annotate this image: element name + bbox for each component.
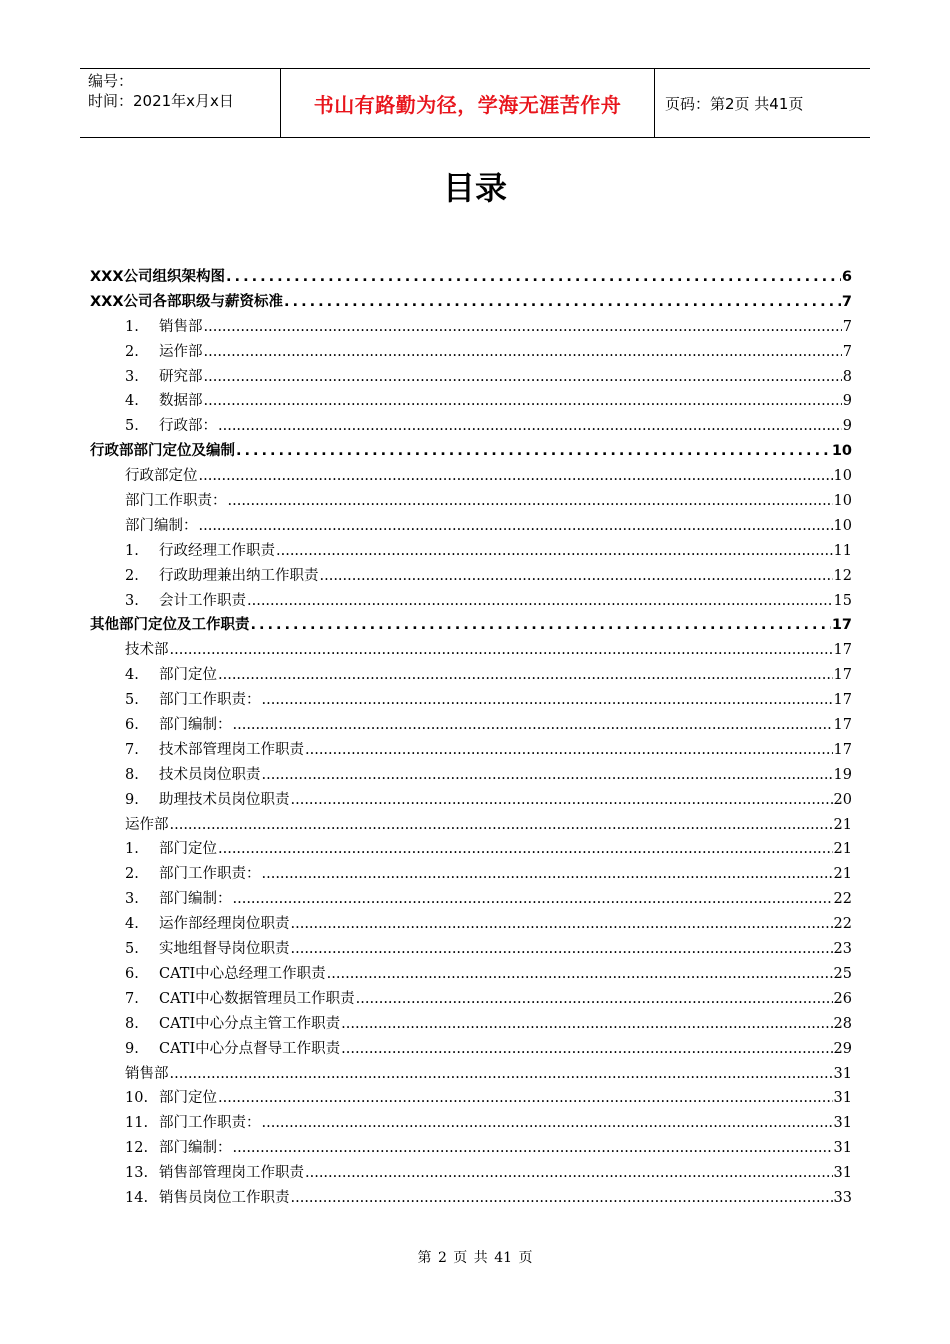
toc-entry-label: 技术员岗位职责 [159, 766, 261, 783]
toc-entry[interactable] [90, 962, 852, 987]
toc-entry[interactable] [90, 1111, 852, 1136]
toc-entry[interactable] [90, 663, 852, 688]
motto-text: 书山有路勤为径，学海无涯苦作舟 [313, 92, 622, 117]
toc-dot-leader [170, 642, 833, 658]
toc-entry-label: CATI中心总经理工作职责 [159, 965, 326, 982]
toc-dot-leader [233, 891, 833, 907]
toc-entry-number: 6. [125, 717, 139, 734]
header-motto-cell [281, 69, 655, 137]
toc-entry-page: 28 [833, 1015, 852, 1032]
toc-entry-number: 3. [125, 368, 139, 385]
toc-entry[interactable] [90, 514, 852, 539]
toc-dot-leader [204, 369, 842, 385]
toc-dot-leader [218, 841, 833, 857]
toc-dot-leader [233, 717, 833, 733]
toc-entry-page: 22 [833, 916, 852, 933]
toc-entry-page: 17 [833, 692, 852, 709]
toc-entry-page: 10 [831, 443, 852, 460]
toc-entry-number: 9. [125, 1040, 139, 1057]
toc-entry-page: 17 [833, 642, 852, 659]
toc-entry-label: 销售部管理岗工作职责 [159, 1165, 304, 1182]
toc-dot-leader [262, 866, 833, 882]
toc-dot-leader [291, 941, 833, 957]
toc-dot-leader [320, 568, 833, 584]
toc-entry-label: 数据部 [159, 393, 203, 410]
toc-entry-page: 7 [842, 343, 852, 360]
toc-entry-page: 19 [833, 766, 852, 783]
toc-entry-page: 23 [833, 941, 852, 958]
toc-entry-page: 10 [833, 493, 852, 510]
toc-entry[interactable] [90, 987, 852, 1012]
toc-dot-leader [233, 1140, 833, 1156]
toc-entry[interactable] [90, 564, 852, 589]
toc-entry[interactable] [90, 837, 852, 862]
toc-entry-label: 行政助理兼出纳工作职责 [159, 567, 319, 584]
toc-entry-page: 31 [833, 1140, 852, 1157]
toc-entry-page: 15 [833, 592, 852, 609]
toc-entry-number: 7. [125, 990, 139, 1007]
toc-entry-number: 7. [125, 741, 139, 758]
toc-entry-label: XXX公司组织架构图 [90, 269, 226, 285]
toc-dot-leader [305, 742, 833, 758]
toc-entry-label: 销售员岗位工作职责 [159, 1189, 290, 1206]
toc-entry-page: 26 [833, 990, 852, 1007]
toc-entry-number: 14. [125, 1189, 149, 1206]
toc-dot-leader [226, 269, 841, 285]
toc-dot-leader [218, 1090, 833, 1106]
toc-entry[interactable] [90, 1012, 852, 1037]
toc-entry[interactable] [90, 1037, 852, 1062]
toc-entry[interactable] [90, 1136, 852, 1161]
toc-entry[interactable] [90, 439, 852, 464]
toc-entry-page: 9 [842, 418, 852, 435]
toc-dot-leader [276, 543, 833, 559]
toc-entry-label: 部门工作职责： [159, 866, 261, 883]
toc-entry-number: 10. [125, 1090, 149, 1107]
toc-entry-number: 5. [125, 941, 139, 958]
toc-entry-page: 12 [833, 567, 852, 584]
toc-entry-page: 21 [833, 816, 852, 833]
toc-entry-label: 运作部 [125, 816, 169, 833]
toc-entry[interactable] [90, 887, 852, 912]
toc-dot-leader [204, 319, 842, 335]
page-header [80, 68, 870, 138]
toc-entry[interactable] [90, 937, 852, 962]
toc-entry-page: 10 [833, 517, 852, 534]
toc-entry-number: 2. [125, 343, 139, 360]
toc-entry-label: 销售部 [125, 1065, 169, 1082]
toc-entry-page: 6 [841, 269, 852, 285]
toc-dot-leader [262, 692, 833, 708]
toc-entry-number: 1. [125, 542, 139, 559]
toc-entry-page: 20 [833, 791, 852, 808]
toc-entry-page: 17 [833, 741, 852, 758]
toc-entry-page: 22 [833, 891, 852, 908]
toc-dot-leader [284, 294, 841, 310]
toc-entry-number: 2. [125, 866, 139, 883]
toc-dot-leader [204, 393, 842, 409]
toc-entry-page: 33 [833, 1189, 852, 1206]
toc-entry-label: 部门定位 [159, 667, 217, 684]
toc-dot-leader [291, 916, 833, 932]
toc-entry-label: 实地组督导岗位职责 [159, 941, 290, 958]
toc-entry-label: 研究部 [159, 368, 203, 385]
toc-entry-label: 运作部经理岗位职责 [159, 916, 290, 933]
toc-dot-leader [251, 617, 831, 633]
toc-entry-number: 8. [125, 1015, 139, 1032]
toc-entry-label: 会计工作职责 [159, 592, 246, 609]
toc-entry[interactable] [90, 613, 852, 638]
toc-dot-leader [218, 418, 842, 434]
toc-entry-label: 技术部 [125, 642, 169, 659]
toc-entry[interactable] [90, 1186, 852, 1211]
toc-entry[interactable] [90, 290, 852, 315]
toc-entry[interactable] [90, 389, 852, 414]
toc-entry-number: 9. [125, 791, 139, 808]
toc-entry[interactable] [90, 414, 852, 439]
toc-entry-page: 17 [831, 617, 852, 634]
table-of-contents [90, 265, 852, 1211]
toc-entry-label: 行政部定位 [125, 468, 198, 485]
toc-entry-page: 9 [842, 393, 852, 410]
toc-entry-label: CATI中心分点主管工作职责 [159, 1015, 341, 1032]
toc-dot-leader [170, 1066, 833, 1082]
toc-entry-number: 3. [125, 592, 139, 609]
toc-entry-number: 5. [125, 418, 139, 435]
toc-entry-number: 1. [125, 318, 139, 335]
time-label: 时间：2021年x月x日 [88, 92, 234, 110]
toc-entry-label: 助理技术员岗位职责 [159, 791, 290, 808]
toc-entry-number: 5. [125, 692, 139, 709]
toc-entry-page: 8 [842, 368, 852, 385]
toc-entry-label: 技术部管理岗工作职责 [159, 741, 304, 758]
toc-entry[interactable] [90, 738, 852, 763]
toc-dot-leader [291, 1190, 833, 1206]
toc-entry[interactable] [90, 1086, 852, 1111]
page-info: 页码：第2页 共41页 [665, 94, 804, 113]
page-footer: 第 2 页 共 41 页 [417, 1250, 533, 1266]
toc-entry-label: 部门工作职责： [159, 692, 261, 709]
toc-entry[interactable] [90, 813, 852, 838]
toc-entry[interactable] [90, 340, 852, 365]
toc-entry-number: 4. [125, 393, 139, 410]
toc-entry-label: 部门定位 [159, 1090, 217, 1107]
toc-entry-page: 31 [833, 1115, 852, 1132]
toc-dot-leader [218, 667, 833, 683]
toc-entry-label: 部门编制： [159, 717, 232, 734]
toc-entry-number: 2. [125, 567, 139, 584]
toc-dot-leader [199, 468, 833, 484]
toc-entry-number: 4. [125, 916, 139, 933]
toc-entry-page: 21 [833, 866, 852, 883]
toc-entry-label: CATI中心数据管理员工作职责 [159, 990, 355, 1007]
toc-entry-page: 29 [833, 1040, 852, 1057]
toc-entry-label: 行政部： [159, 418, 217, 435]
toc-entry[interactable] [90, 315, 852, 340]
toc-entry-label: 运作部 [159, 343, 203, 360]
toc-entry-page: 21 [833, 841, 852, 858]
toc-entry-label: 部门工作职责： [159, 1115, 261, 1132]
toc-entry-page: 31 [833, 1090, 852, 1107]
toc-entry-number: 4. [125, 667, 139, 684]
toc-entry[interactable] [90, 638, 852, 663]
toc-entry-label: 部门编制： [125, 517, 198, 534]
toc-entry[interactable] [90, 763, 852, 788]
toc-dot-leader [327, 966, 833, 982]
toc-dot-leader [199, 518, 833, 534]
toc-entry-number: 1. [125, 841, 139, 858]
header-page-cell [655, 69, 870, 137]
toc-dot-leader [204, 344, 842, 360]
toc-dot-leader [341, 1041, 832, 1057]
toc-entry-number: 3. [125, 891, 139, 908]
toc-entry-page: 10 [833, 468, 852, 485]
toc-entry[interactable] [90, 688, 852, 713]
toc-entry-page: 25 [833, 965, 852, 982]
toc-entry-number: 6. [125, 965, 139, 982]
toc-entry[interactable] [90, 489, 852, 514]
toc-entry-number: 11. [125, 1115, 149, 1132]
toc-entry-label: 销售部 [159, 318, 203, 335]
toc-dot-leader [262, 767, 833, 783]
toc-entry-label: 部门编制： [159, 1140, 232, 1157]
toc-entry[interactable] [90, 1062, 852, 1087]
toc-entry[interactable] [90, 265, 852, 290]
toc-entry-label: 行政经理工作职责 [159, 542, 275, 559]
toc-dot-leader [228, 493, 833, 509]
toc-entry[interactable] [90, 788, 852, 813]
toc-entry[interactable] [90, 862, 852, 887]
toc-entry-page: 7 [842, 318, 852, 335]
toc-dot-leader [247, 593, 833, 609]
toc-dot-leader [262, 1115, 833, 1131]
toc-entry-label: CATI中心分点督导工作职责 [159, 1040, 341, 1057]
serial-number-label: 编号： [88, 72, 134, 90]
toc-dot-leader [341, 1016, 832, 1032]
toc-dot-leader [305, 1165, 833, 1181]
toc-entry-page: 11 [833, 542, 852, 559]
toc-entry-label: 部门定位 [159, 841, 217, 858]
toc-entry-page: 7 [841, 293, 852, 310]
toc-entry-page: 31 [833, 1165, 852, 1182]
toc-entry-number: 8. [125, 766, 139, 783]
toc-entry-number: 12. [125, 1140, 149, 1157]
toc-entry[interactable] [90, 464, 852, 489]
toc-entry[interactable] [90, 1161, 852, 1186]
toc-entry-label: 部门工作职责： [125, 493, 227, 510]
toc-entry-label: 行政部部门定位及编制 [90, 443, 235, 460]
toc-dot-leader [236, 443, 831, 459]
toc-entry-label: 其他部门定位及工作职责 [90, 617, 250, 634]
toc-entry-page: 17 [833, 667, 852, 684]
toc-entry-page: 17 [833, 717, 852, 734]
toc-entry[interactable] [90, 539, 852, 564]
header-meta-cell [80, 69, 281, 137]
toc-entry[interactable] [90, 912, 852, 937]
toc-entry-number: 13. [125, 1165, 149, 1182]
toc-entry-page: 31 [833, 1065, 852, 1082]
toc-dot-leader [356, 991, 833, 1007]
toc-entry-label: 部门编制： [159, 891, 232, 908]
toc-dot-leader [291, 792, 833, 808]
toc-entry[interactable] [90, 365, 852, 390]
toc-dot-leader [170, 817, 833, 833]
toc-entry[interactable] [90, 713, 852, 738]
toc-entry-label: XXX公司各部职级与薪资标准 [90, 293, 284, 310]
page-title: 目录 [442, 169, 507, 207]
toc-entry[interactable] [90, 589, 852, 614]
